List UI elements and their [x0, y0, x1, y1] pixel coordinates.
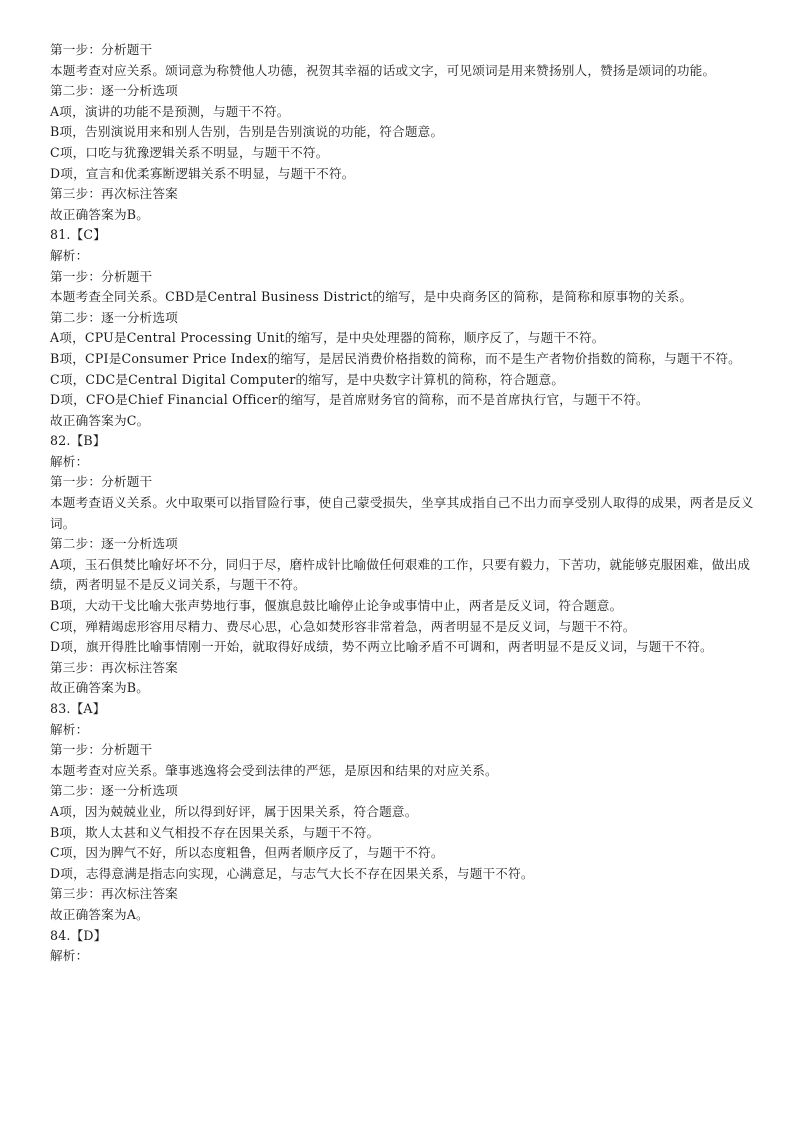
- answer-line: 故正确答案为A。: [50, 906, 149, 922]
- option-c: C项，口吃与犹豫逻辑关系不明显，与题干不符。: [50, 144, 329, 160]
- option-a: A项，玉石俱焚比喻好坏不分，同归于尽，磨杵成针比喻做任何艰难的工作，只要有毅力，下苦功，就能够克服困难，做出成绩，两者明显不是反义词关系，与题干不符。: [50, 556, 751, 593]
- option-b: B项，大动干戈比喻大张声势地行事，偃旗息鼓比喻停止论争或事情中止，两者是反义词，符合题意。: [50, 598, 623, 614]
- paragraph: 本题考查对应关系。颂词意为称赞他人功德，祝贺其幸福的话或文字，可见颂词是用来赞扬别人，赞扬是颂词的功能。: [50, 62, 716, 78]
- answer-line: 故正确答案为B。: [50, 206, 150, 222]
- step-heading: 第二步：逐一分析选项: [50, 309, 178, 325]
- analysis-label: 解析：: [50, 453, 89, 469]
- option-a: A项，因为兢兢业业，所以得到好评，属于因果关系，符合题意。: [50, 803, 418, 819]
- document-page: [50, 40, 756, 967]
- analysis-label: 解析：: [50, 948, 89, 964]
- paragraph: 本题考查对应关系。肇事逃逸将会受到法律的严惩，是原因和结果的对应关系。: [50, 762, 498, 778]
- step-heading: 第一步：分析题干: [50, 268, 153, 284]
- step-heading: 第二步：逐一分析选项: [50, 783, 178, 799]
- question-number: 81.【C】: [50, 227, 107, 243]
- question-number: 84.【D】: [50, 927, 107, 943]
- step-heading: 第一步：分析题干: [50, 474, 153, 490]
- analysis-label: 解析：: [50, 721, 89, 737]
- question-number: 82.【B】: [50, 433, 106, 449]
- option-b: B项，欺人太甚和义气相投不存在因果关系，与题干不符。: [50, 824, 380, 840]
- option-d: D项，CFO是Chief Financial Officer的缩写，是首席财务官的简称，而不是首席执行官，与题干不符。: [50, 392, 649, 408]
- option-c: C项，殚精竭虑形容用尽精力、费尽心思，心急如焚形容非常着急，两者明显不是反义词，与题干不符。: [50, 618, 636, 634]
- option-d: D项，旗开得胜比喻事情刚一开始，就取得好成绩，势不两立比喻矛盾不可调和，两者明显不是反义词，与题干不符。: [50, 639, 713, 655]
- option-d: D项，宣言和优柔寡断逻辑关系不明显，与题干不符。: [50, 165, 355, 181]
- option-b: B项，CPI是Consumer Price Index的缩写，是居民消费价格指数的简称，而不是生产者物价指数的简称，与题干不符。: [50, 350, 741, 366]
- option-a: A项，演讲的功能不是预测，与题干不符。: [50, 103, 290, 119]
- analysis-label: 解析：: [50, 247, 89, 263]
- answer-line: 故正确答案为C。: [50, 412, 150, 428]
- paragraph: 本题考查全同关系。CBD是Central Business District的缩写，是中央商务区的简称，是简称和原事物的关系。: [50, 289, 693, 305]
- option-d: D项，志得意满是指志向实现，心满意足，与志气大长不存在因果关系，与题干不符。: [50, 865, 534, 881]
- step-heading: 第一步：分析题干: [50, 42, 153, 57]
- step-heading: 第三步：再次标注答案: [50, 886, 178, 902]
- step-heading: 第三步：再次标注答案: [50, 659, 178, 675]
- step-heading: 第二步：逐一分析选项: [50, 536, 178, 552]
- step-heading: 第二步：逐一分析选项: [50, 83, 178, 99]
- option-a: A项，CPU是Central Processing Unit的缩写，是中央处理器的简称，顺序反了，与题干不符。: [50, 330, 605, 346]
- step-heading: 第三步：再次标注答案: [50, 186, 178, 202]
- option-c: C项，因为脾气不好，所以态度粗鲁，但两者顺序反了，与题干不符。: [50, 845, 444, 861]
- option-c: C项，CDC是Central Digital Computer的缩写，是中央数字计算机的简称，符合题意。: [50, 371, 565, 387]
- option-b: B项，告别演说用来和别人告别，告别是告别演说的功能，符合题意。: [50, 124, 444, 140]
- answer-line: 故正确答案为B。: [50, 680, 150, 696]
- question-number: 83.【A】: [50, 701, 106, 716]
- step-heading: 第一步：分析题干: [50, 742, 153, 758]
- paragraph: 本题考查语义关系。火中取栗可以指冒险行事，使自己蒙受损失，坐享其成指自己不出力而享受别人取得的成果，两者是反义词。: [50, 495, 754, 531]
